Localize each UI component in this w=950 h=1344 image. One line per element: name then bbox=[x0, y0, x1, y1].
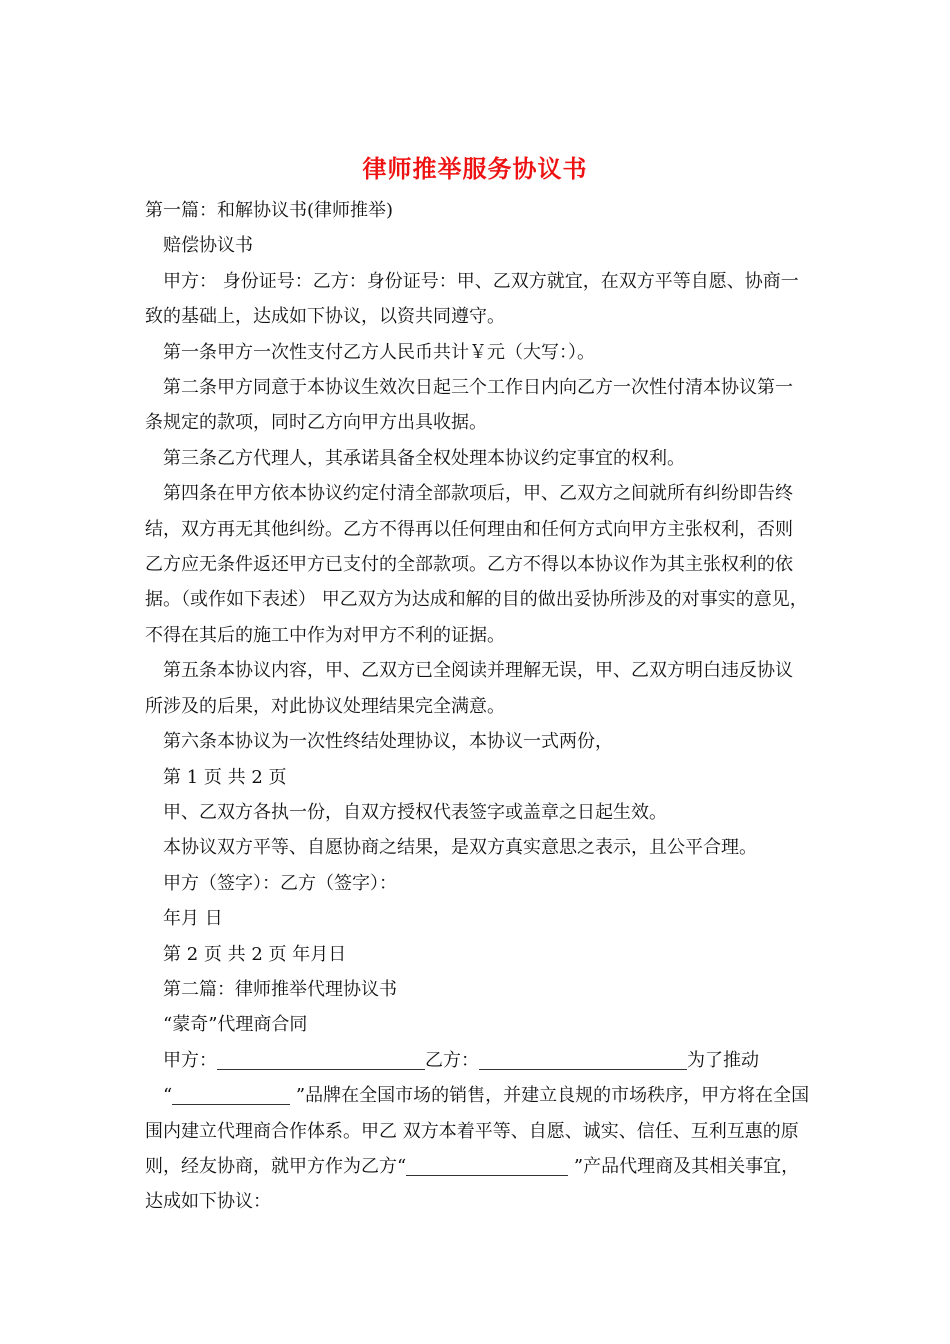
contract-purpose-paragraph bbox=[145, 1078, 810, 1220]
compensation-agreement-heading: 赔偿协议书 bbox=[163, 235, 253, 257]
date-line: 年月 日 bbox=[163, 908, 223, 930]
article-six: 第六条本协议为一次性终结处理协议，本协议一式两份， bbox=[163, 731, 613, 753]
contract-parties-line bbox=[145, 1043, 810, 1078]
fairness-clause: 本协议双方平等、自愿协商之结果，是双方真实意思之表示，且公平合理。 bbox=[163, 837, 757, 859]
party-a-label: 甲方： bbox=[163, 1049, 217, 1071]
document-title: 律师推举服务协议书 bbox=[362, 154, 588, 183]
chapter-one-heading: 第一篇：和解协议书(律师推举) bbox=[145, 200, 394, 221]
party-b-blank bbox=[479, 1047, 687, 1070]
signature-line: 甲方（签字）：乙方（签字）： bbox=[163, 872, 397, 894]
party-b-label: 乙方： bbox=[425, 1049, 479, 1071]
article-one: 第一条甲方一次性支付乙方人民币共计￥元（大写：）。 bbox=[163, 341, 595, 363]
contract-title: “蒙奇”代理商合同 bbox=[163, 1014, 308, 1036]
article-two: 第二条甲方同意于本协议生效次日起三个工作日内向乙方一次性付清本协议第一条规定的款项，同时乙方向甲方出具收据。 bbox=[145, 377, 793, 434]
page-number-2: 第 2 页 共 2 页 年月日 bbox=[163, 943, 347, 965]
page-number-1: 第 1 页 共 2 页 bbox=[163, 766, 287, 788]
effective-clause: 甲、乙双方各执一份，自双方授权代表签字或盖章之日起生效。 bbox=[163, 801, 667, 823]
article-five: 第五条本协议内容，甲、乙双方已全阅读并理解无误，甲、乙双方明白违反协议所涉及的后果，对此协议处理结果完全满意。 bbox=[145, 660, 793, 717]
parties-paragraph: 甲方： 身份证号：乙方：身份证号：甲、乙双方就宜，在双方平等自愿、协商一致的基础上，达成如下协议，以资共同遵守。 bbox=[145, 270, 799, 328]
article-four: 第四条在甲方依本协议约定付清全部款项后，甲、乙双方之间就所有纠纷即告终结，双方再无其他纠纷。乙方不得再以任何理由和任何方式向甲方主张权利，否则乙方应无条件返还甲方已支付的全部款项。乙方不得以本协议作为其主张权利的依据。（或作如下表述） 甲乙双方为达成和解的目的做出妥协所涉及的对事实的意见，不得在其后的施工中作为对甲方不利的证据。 bbox=[145, 483, 808, 646]
party-a-blank bbox=[217, 1047, 425, 1070]
purpose-end: ”产品代理商及其相关事宜，达成如下协议： bbox=[145, 1155, 800, 1213]
purpose-text: ”品牌在全国市场的销售，并建立良规的市场秩序，甲方将在全国围内建立代理商合作体系。甲乙 双方本着平等、自愿、诚实、信任、互利互惠的原则，经友协商，就甲方作为乙方“ bbox=[145, 1085, 810, 1177]
chapter-two-heading: 第二篇：律师推举代理协议书 bbox=[163, 978, 397, 1000]
product-blank bbox=[406, 1153, 568, 1176]
brand-blank bbox=[172, 1082, 290, 1105]
promote-text: 为了推动 bbox=[687, 1049, 759, 1071]
document-body bbox=[145, 193, 810, 1220]
article-three: 第三条乙方代理人，其承诺具备全权处理本协议约定事宜的权利。 bbox=[163, 447, 685, 469]
open-quote: “ bbox=[163, 1085, 173, 1107]
